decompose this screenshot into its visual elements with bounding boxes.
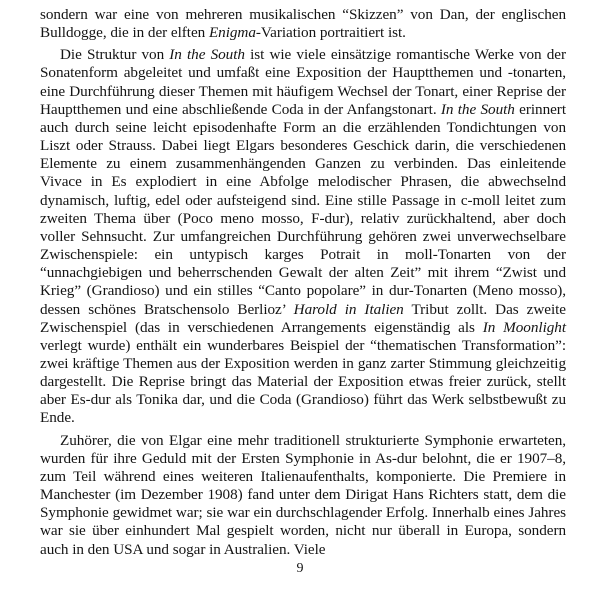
paragraph <box>40 46 566 427</box>
body-text <box>40 6 566 559</box>
italic-title-text: In the South <box>440 100 515 118</box>
paragraph <box>40 6 566 42</box>
paragraph-text: Die Struktur von <box>60 46 170 64</box>
paragraph-text: Zuhörer, die von Elgar eine mehr traditionell strukturierte Symphonie erwarteten, wurden für ihre Geduld mit der Ersten Symphonie in As-dur belohnt, die er 1907–8, zum Teil während eines weiteren Italienaufenthalts, komponierte. Die Premiere in Manchester (im Dezember 1908) fand unter dem Dirigat Hans Richters statt, dem die Symphonie gewidmet war; sie war ein durchschlagender Erfolg. Innerhalb eines Jahres war sie über einhundert Mal gespielt worden, nicht nur überall in Europa, sondern auch in den USA und sogar in Australien. Viele <box>40 431 566 558</box>
paragraph <box>40 432 566 559</box>
document-page <box>40 6 566 559</box>
paragraph-text: erinnert auch durch seine leicht episodenhafte Form an die erzählenden Tondichtungen von Liszt oder Strauss. Dabei liegt Elgars besonderes Geschick darin, die verschiedenen Elemente zu einem zusammenhängenden Ganzen zu verbinden. Das einleitende Vivace in Es explodiert in eine Abfolge melodischer Phrasen, die abwechselnd dynamisch, luftig, edel oder aufsteigend sind. Eine stille Passage in c-moll leitet zum zweiten Thema über (Poco meno mosso, F-dur), relativ zurückhaltend, aber doch voller Sehnsucht. Zur umfangreichen Durchführung gehören zwei unverwechselbare Zwischenspiele: ein untypisch karges Potrait in moll-Tonarten von der “unnachgiebigen und beherrschenden Gewalt der alten Zeit” mit ihrem “Zwist und Krieg” (Grandioso) und ein stilles “Canto popolare” in dur-Tonarten (Meno mosso), dessen schönes Bratschensolo Berlioz’ <box>40 100 566 318</box>
italic-title-text: In the South <box>169 46 245 64</box>
page-number: 9 <box>296 561 304 576</box>
paragraph-text: verlegt wurde) enthält ein wunderbares Beispiel der “thematischen Transformation”: zwei kräftige Themen aus der Exposition werden in ganz zarter Stimmung gleichzeitig dargestellt. Die Reprise bringt das Material der Exposition etwas freier zurück, stellt aber Es-dur als Tonika dar, und die Coda (Grandioso) führt das Werk selbstbewußt zu Ende. <box>40 336 566 427</box>
paragraph-text: ist wie viele einsätzige romantische Werke von der Sonatenform abgeleitet und umfaßt eine Exposition der Hauptthemen und -tonarten, eine Durchführung dieser Themen mit häufigem Wechsel der Tonart, einer Reprise der Hauptthemen und eine abschließende Coda in der Anfangstonart. <box>40 46 566 118</box>
paragraph-text: Tribut zollt. Das zweite Zwischenspiel (das in verschiedenen Arrangements eigenständig als <box>40 300 566 336</box>
italic-title-text: Harold in Italien <box>293 300 404 318</box>
italic-title-text: Enigma <box>208 24 256 42</box>
paragraph-text: -Variation portraitiert ist. <box>255 24 406 42</box>
paragraph-text: sondern war eine von mehreren musikalischen “Skizzen” von Dan, der englischen Bulldogge, die in der elften <box>40 6 566 42</box>
italic-title-text: In Moonlight <box>482 318 566 336</box>
